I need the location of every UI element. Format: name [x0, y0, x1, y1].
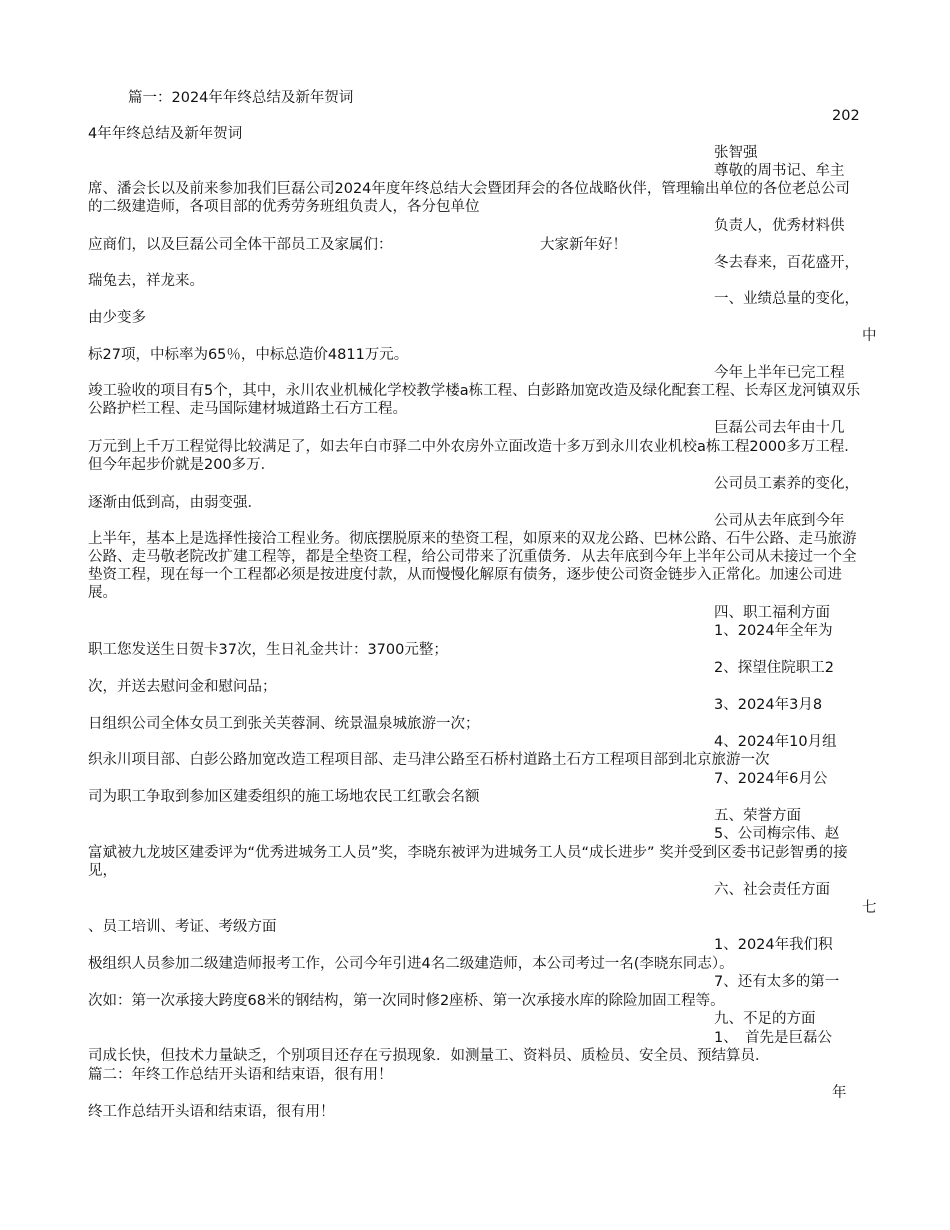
section-heading: 一、业绩总量的变化， [714, 291, 859, 307]
text-line: 由少变多 [88, 310, 146, 326]
greeting: 大家新年好！ [540, 237, 627, 253]
section-heading: 九、不足的方面 [714, 1011, 816, 1027]
text-line: 、员工培训、考证、考级方面 [88, 919, 277, 935]
list-item: 4、2024年10月组 [714, 734, 837, 750]
text-line: 巨磊公司去年由十几 [714, 420, 845, 436]
list-item: 7、2024年6月公 [714, 771, 828, 787]
section-heading: 五、荣誉方面 [714, 808, 801, 824]
text-line: 次，并送去慰问金和慰问品； [88, 679, 277, 695]
text-line: 司成长快，但技术力量缺乏，个别项目还存在亏损现象．如测量工、资料员、质检员、安全员、预结算员． [88, 1048, 770, 1064]
section-heading: 六、社会责任方面 [714, 882, 830, 898]
text-line: 应商们，以及巨磊公司全体干部员工及家属们： [88, 237, 393, 253]
author-name: 张智强 [714, 145, 758, 161]
text-line: 职工您发送生日贺卡37次，生日礼金共计：3700元整； [88, 642, 448, 658]
list-item: 1、2024年全年为 [714, 623, 833, 639]
text-fragment: 年 [832, 1085, 847, 1101]
paragraph: 万元到上千万工程觉得比较满足了，如去年白市驿二中外农房外立面改造十多万到永川农业机校a栋工程2000多万工程．但今年起步价就是200多万． [88, 439, 859, 473]
text-line: 冬去春来，百花盛开， [714, 255, 859, 271]
section-heading: 公司员工素养的变化， [714, 476, 859, 492]
text-line: 极组织人员参加二级建造师报考工作，公司今年引进4名二级建造师，本公司考过一名(李晓东同志）。 [88, 956, 734, 972]
paragraph: 上半年，基本上是选择性接洽工程业务。彻底摆脱原来的垫资工程，如原来的双龙公路、巴林公路、石牛公路、走马旅游公路、走马敬老院改扩建工程等，都是全垫资工程，给公司带来了沉重债务．从去年底到今年上半年公司从未接过一个全垫资工程，现在每一个工程都必须是按进度付款，从而慢慢化解原有债务，逐步使公司资金链步入正常化。加速公司进展。 [88, 531, 857, 601]
text-line: 瑞兔去，祥龙来。 [88, 273, 204, 289]
section-heading: 四、职工福利方面 [714, 605, 830, 621]
text-line: 尊敬的周书记、牟主 [714, 163, 845, 179]
text-line: 逐渐由低到高，由弱变强． [88, 495, 262, 511]
text-line: 日组织公司全体女员工到张关芙蓉洞、统景温泉城旅游一次； [88, 716, 480, 732]
text-fragment: 七 [862, 900, 877, 916]
text-fragment: 202 [832, 108, 860, 124]
list-item: 7、还有太多的第一 [714, 974, 840, 990]
doc-heading-2: 篇二：年终工作总结开头语和结束语，很有用！ [88, 1067, 393, 1083]
doc-heading-1: 篇一：2024年年终总结及新年贺词 [128, 90, 354, 106]
text-line: 终工作总结开头语和结束语，很有用！ [88, 1104, 335, 1120]
paragraph: 席、潘会长以及前来参加我们巨磊公司2024年度年终总结大会暨团拜会的各位战略伙伴，管理输出单位的各位老总公司的二级建造师，各项目部的优秀劳务班组负责人，各分包单位 [88, 181, 850, 215]
list-item: 2、探望住院职工2 [714, 660, 834, 676]
list-item: 1、2024年我们积 [714, 937, 833, 953]
paragraph: 竣工验收的项目有5个，其中，永川农业机械化学校教学楼a栋工程、白彭路加宽改造及绿化配套工程、长寿区龙河镇双乐公路护栏工程、走马国际建材城道路土石方工程。 [88, 383, 861, 417]
text-line: 4年年终总结及新年贺词 [88, 126, 243, 142]
text-line: 司为职工争取到参加区建委组织的施工场地农民工红歌会名额 [88, 789, 480, 805]
text-line: 织永川项目部、白彭公路加宽改造工程项目部、走马津公路至石桥村道路土石方工程项目部到北京旅游一次 [88, 752, 770, 768]
text-line: 今年上半年已完工程 [714, 365, 845, 381]
text-line: 标27项，中标率为65％，中标总造价4811万元。 [88, 347, 409, 363]
list-item: 5、公司梅宗伟、赵 [714, 826, 840, 842]
paragraph: 富斌被九龙坡区建委评为“优秀进城务工人员”奖，李晓东被评为进城务工人员“成长进步” 奖并受到区委书记彭智勇的接见， [88, 845, 848, 879]
text-fragment: 中 [862, 328, 877, 344]
list-item: 3、2024年3月8 [714, 697, 823, 713]
text-line: 公司从去年底到今年 [714, 513, 845, 529]
list-item: 1、 首先是巨磊公 [714, 1030, 832, 1046]
text-line: 负责人，优秀材料供 [714, 218, 845, 234]
text-line: 次如：第一次承接大跨度68米的钢结构，第一次同时修2座桥、第一次承接水库的除险加固工程等。 [88, 993, 725, 1009]
